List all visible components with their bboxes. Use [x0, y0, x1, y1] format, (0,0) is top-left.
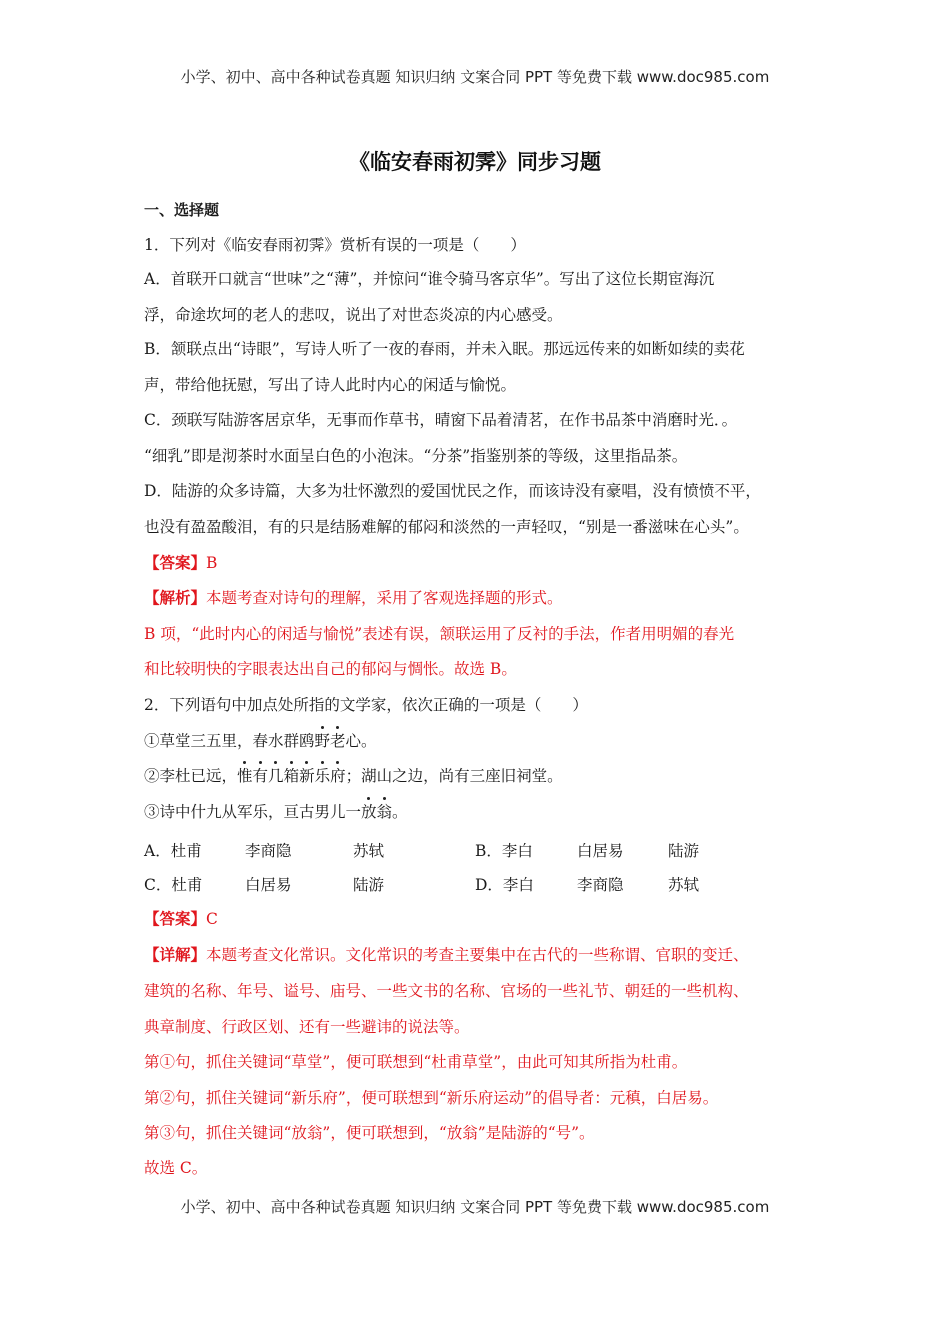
emphasis-dotted-text: [361, 803, 392, 821]
sentence-text: ①草堂三五里，春水群鸥: [144, 732, 315, 750]
q1-option-a-line-1: A．首联开口就言“世味”之“薄”，并惊问“谁令骑马客京华”。写出了这位长期宦海沉: [144, 270, 715, 288]
emphasis-char: 野: [314, 732, 331, 750]
q2-detail-line-4: 第②句，抓住关键词“新乐府”，便可联想到“新乐府运动”的倡导者：元稹，白居易。: [144, 1089, 719, 1107]
q1-option-c-line-1: C．颈联写陆游客居京华，无事而作草书，晴窗下品着清茗，在作书品茶中消磨时光．。: [144, 411, 738, 429]
q2-option-a: A．杜甫: [144, 842, 202, 860]
q2-option-a-3: 苏轼: [353, 842, 385, 860]
q1-answer: [144, 553, 217, 573]
detail-text: 本题考查文化常识。文化常识的考查主要集中在古代的一些称谓、官职的变迁、: [206, 946, 749, 964]
answer-tag: 【答案】: [144, 553, 207, 572]
analysis-tag: 【解析】: [144, 588, 207, 607]
q2-detail-line-1: 建筑的名称、年号、谥号、庙号、一些文书的名称、官场的一些礼节、朝廷的一些机构、: [144, 982, 749, 1000]
emphasis-dotted-text: [237, 767, 346, 785]
emphasis-char: 翁: [376, 803, 393, 821]
q2-option-a-2: 李商隐: [245, 842, 292, 860]
question-2-stem: 2．下列语句中加点处所指的文学家，依次正确的一项是（ ）: [144, 696, 588, 714]
q1-option-d-line-2: 也没有盈盈酸泪，有的只是结肠难解的郁闷和淡然的一声轻叹，“别是一番滋味在心头”。: [144, 518, 749, 536]
emphasis-char: 放: [361, 803, 377, 821]
q1-option-d-line-1: D．陆游的众多诗篇，大多为壮怀激烈的爱国忧民之作，而该诗没有豪唱，没有愤愤不平，: [144, 482, 761, 500]
q1-analysis-line-2: 和比较明快的字眼表达出自己的郁闷与惆怅。故选 B。: [144, 660, 517, 678]
q2-detail: [144, 945, 749, 965]
page-title: 《临安春雨初霁》同步习题: [349, 150, 601, 174]
q2-detail-line-2: 典章制度、行政区划、还有一些避讳的说法等。: [144, 1018, 470, 1036]
q2-option-d-3: 苏轼: [668, 876, 700, 894]
q1-analysis: [144, 588, 563, 608]
emphasis-char: 惟: [237, 767, 253, 785]
q2-option-c-3: 陆游: [353, 876, 385, 894]
emphasis-char: 几: [268, 767, 284, 785]
q2-option-d: D．李白: [475, 876, 534, 894]
sentence-text: ②李杜已远，: [144, 767, 238, 785]
analysis-text: 本题考查对诗句的理解，采用了客观选择题的形式。: [206, 589, 563, 607]
emphasis-char: 乐: [314, 767, 331, 785]
footer-banner: 小学、初中、高中各种试卷真题 知识归纳 文案合同 PPT 等免费下载 www.doc985.com: [180, 1198, 770, 1216]
emphasis-dotted-text: [315, 732, 346, 750]
q1-option-b-line-2: 声，带给他抚慰，写出了诗人此时内心的闲适与愉悦。: [144, 376, 517, 394]
detail-tag: 【详解】: [144, 945, 207, 964]
q2-sentence-3: [144, 802, 408, 822]
sentence-text: ③诗中什九从军乐，亘古男儿一: [144, 803, 362, 821]
q1-analysis-line-1: B 项，“此时内心的闲适与愉悦”表述有误，颔联运用了反衬的手法，作者用明媚的春光: [144, 625, 735, 643]
q2-detail-line-5: 第③句，抓住关键词“放翁”，便可联想到，“放翁”是陆游的“号”。: [144, 1124, 595, 1142]
q1-option-a-line-2: 浮，命途坎坷的老人的悲叹，说出了对世态炎凉的内心感受。: [144, 306, 563, 324]
q2-option-b-3: 陆游: [668, 842, 700, 860]
sentence-text: ；湖山之边，尚有三座旧祠堂。: [345, 767, 563, 785]
emphasis-char: 箱: [283, 767, 300, 785]
q1-option-b-line-1: B．颔联点出“诗眼”，写诗人听了一夜的春雨，并未入眠。那远远传来的如断如续的卖花: [144, 340, 745, 358]
q2-sentence-2: [144, 766, 563, 786]
header-banner: 小学、初中、高中各种试卷真题 知识归纳 文案合同 PPT 等免费下载 www.doc985.com: [180, 68, 770, 86]
q2-detail-line-3: 第①句，抓住关键词“草堂”，便可联想到“杜甫草堂”，由此可知其所指为杜甫。: [144, 1053, 688, 1071]
q2-sentence-1: [144, 731, 377, 751]
q2-option-c: C．杜甫: [144, 876, 203, 894]
emphasis-char: 老: [330, 732, 346, 750]
q2-option-b-2: 白居易: [577, 842, 624, 860]
answer-value: B: [206, 554, 218, 572]
section-heading: 一、选择题: [144, 201, 220, 219]
q2-option-c-2: 白居易: [245, 876, 292, 894]
answer-tag: 【答案】: [144, 909, 207, 928]
q2-answer: [144, 909, 218, 929]
question-1-stem: 1．下列对《临安春雨初霁》赏析有误的一项是（ ）: [144, 236, 526, 254]
q2-option-d-2: 李商隐: [577, 876, 624, 894]
q1-option-c-line-2: “细乳”即是沏茶时水面呈白色的小泡沫。“分茶”指鉴别茶的等级，这里指品茶。: [144, 447, 688, 465]
q2-option-b: B．李白: [475, 842, 533, 860]
emphasis-char: 新: [299, 767, 315, 785]
sentence-text: 心。: [345, 732, 377, 750]
sentence-text: 。: [392, 803, 408, 821]
q2-detail-line-6: 故选 C。: [144, 1159, 208, 1177]
emphasis-char: 府: [330, 767, 346, 785]
answer-value: C: [206, 910, 218, 928]
emphasis-char: 有: [252, 767, 269, 785]
